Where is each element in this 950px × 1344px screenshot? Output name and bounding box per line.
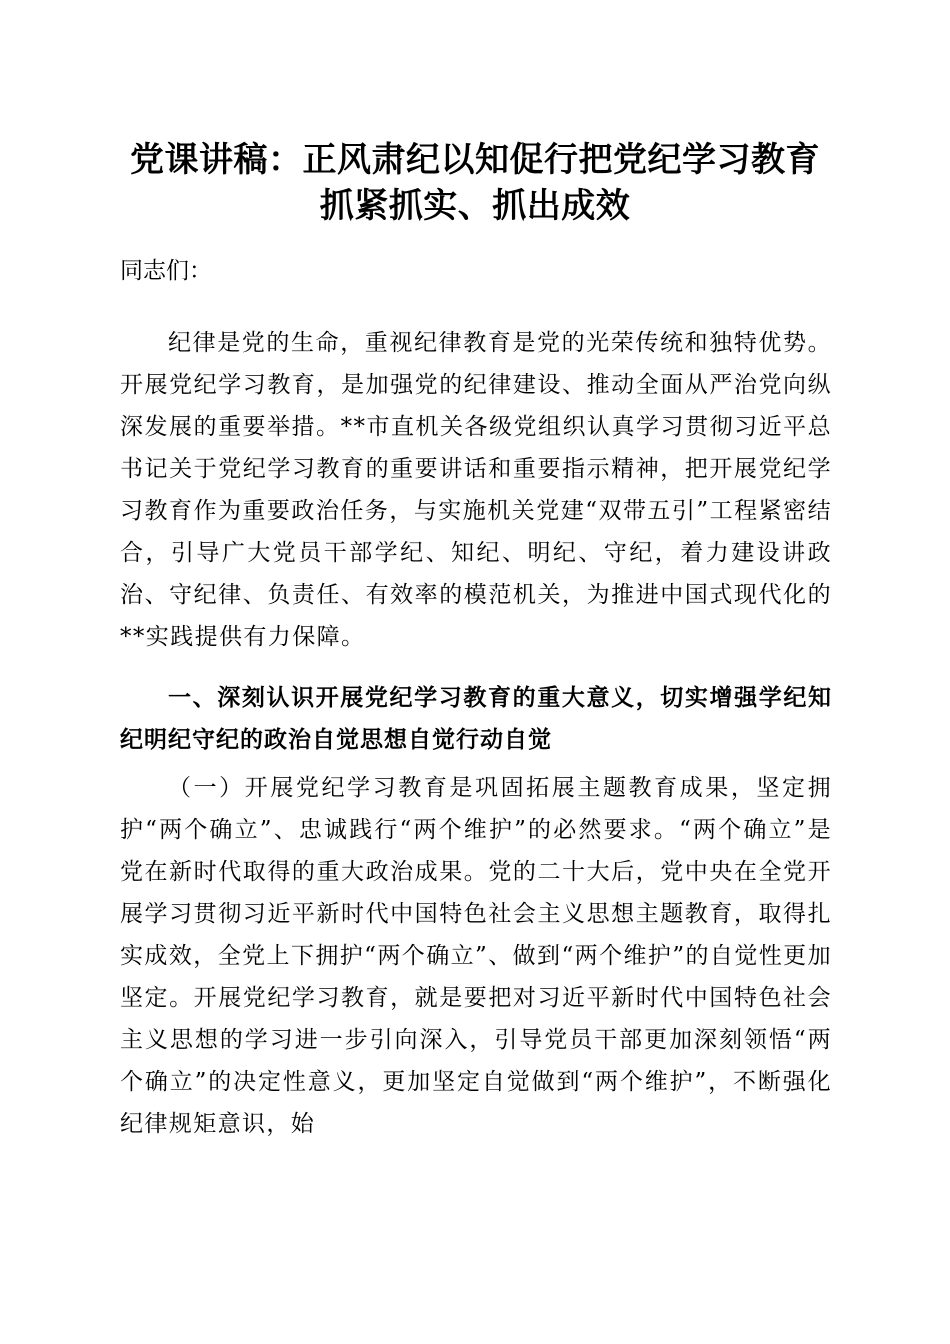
document-title-line-1: 党课讲稿：正风肃纪以知促行把党纪学习教育 — [130, 140, 820, 180]
document-title-line-2: 抓紧抓实、抓出成效 — [319, 186, 631, 226]
salutation: 同志们： — [120, 258, 212, 284]
paragraph-section-1-1: （一）开展党纪学习教育是巩固拓展主题教育成果，坚定拥护“两个确立”、忠诚践行“两个维护”的必然要求。“两个确立”是党在新时代取得的重大政治成果。党的二十大后，党中央在全党开展学习贯彻习近平新时代中国特色社会主义思想主题教育，取得扎实成效，全党上下拥护“两个确立”、做到“两个维护”的自觉性更加坚定。开展党纪学习教育，就是要把对习近平新时代中国特色社会主义思想的学习进一步引向深入，引导党员干部更加深刻领悟“两个确立”的决定性意义，更加坚定自觉做到“两个维护”，不断强化纪律规矩意识，始 — [120, 775, 832, 1137]
section-heading-1: 一、深刻认识开展党纪学习教育的重大意义，切实增强学纪知纪明纪守纪的政治自觉思想自觉行动自觉 — [120, 685, 832, 753]
paragraph-intro: 纪律是党的生命，重视纪律教育是党的光荣传统和独特优势。开展党纪学习教育，是加强党的纪律建设、推动全面从严治党向纵深发展的重要举措。**市直机关各级党组织认真学习贯彻习近平总书记关于党纪学习教育的重要讲话和重要指示精神，把开展党纪学习教育作为重要政治任务，与实施机关党建“双带五引”工程紧密结合，引导广大党员干部学纪、知纪、明纪、守纪，着力建设讲政治、守纪律、负责任、有效率的模范机关，为推进中国式现代化的**实践提供有力保障。 — [120, 330, 832, 650]
